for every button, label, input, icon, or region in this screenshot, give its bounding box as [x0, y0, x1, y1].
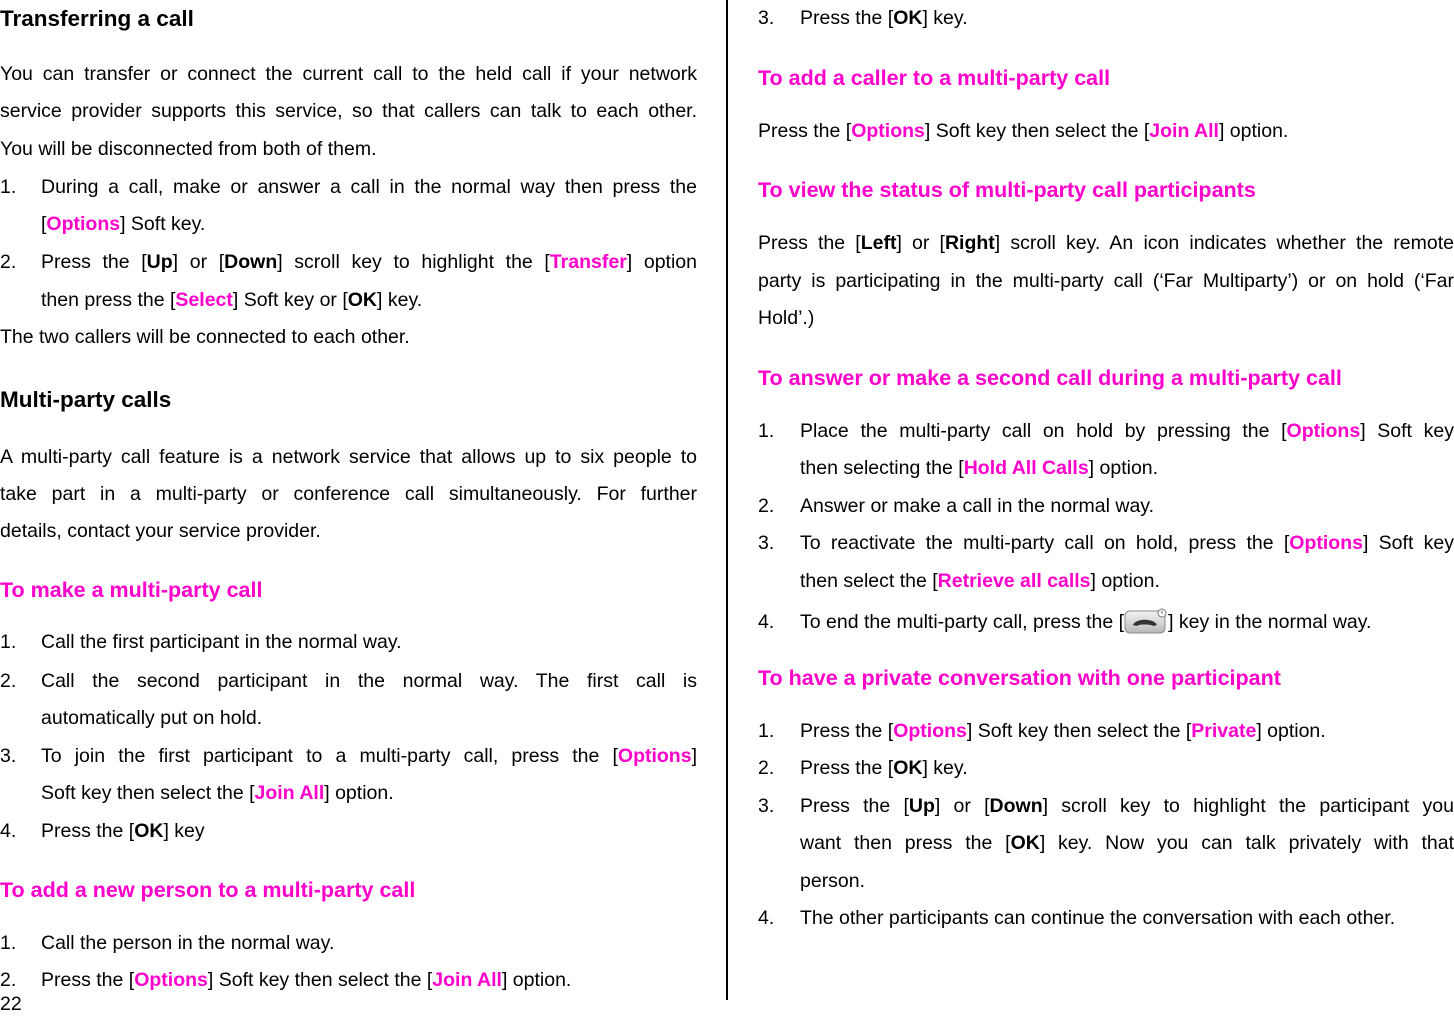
list-text [800, 2, 1454, 34]
section-title-multiparty: Multi-party calls [0, 387, 172, 412]
transfer-outro: The two callers will be connected to each other. [0, 326, 410, 348]
text: ] option. [501, 969, 572, 991]
keyword-join-all: Join All [254, 782, 325, 804]
list-number: 2. [0, 969, 17, 991]
list-text: Call the second participant in the normal way. The first call is [41, 670, 697, 692]
text: To end the multi-party call, press the [ [800, 611, 1125, 633]
text: ] [691, 745, 697, 767]
keyword-options: Options [134, 969, 208, 991]
text: ] option. [1256, 720, 1326, 742]
text: then press the [ [41, 289, 176, 311]
text: ] option. [1088, 457, 1159, 479]
list-text: person. [800, 870, 866, 892]
list-item [0, 246, 697, 278]
text: ] scroll key to highlight the participant you [1042, 795, 1454, 817]
heading-add-caller: To add a caller to a multi-party call [758, 66, 1111, 90]
text: Press the [ [758, 232, 861, 254]
keyword-options: Options [1289, 532, 1363, 554]
end-call-key-icon [1124, 608, 1168, 634]
text: Press the [ [800, 795, 909, 817]
list-text [41, 284, 697, 316]
list-number: 4. [758, 611, 775, 633]
status-text-line: Hold’.) [758, 307, 815, 329]
transfer-intro-line: You will be disconnected from both of them. [0, 138, 377, 160]
text: ] key. Now you can talk privately with that [1039, 832, 1454, 854]
keyword-options: Options [893, 720, 967, 742]
text: To join the first participant to a multi-party call, press the [ [41, 745, 618, 767]
keyword-retrieve-all-calls: Retrieve all calls [937, 570, 1091, 592]
list-item [0, 927, 697, 959]
key-down: Down [989, 795, 1043, 817]
list-text: automatically put on hold. [41, 707, 263, 729]
list-item [0, 626, 697, 658]
list-text [800, 827, 1454, 859]
list-number: 2. [0, 251, 17, 273]
key-down: Down [224, 251, 278, 273]
list-item [758, 606, 1454, 638]
list-item-cont [758, 452, 1454, 484]
text: ] option. [1090, 570, 1160, 592]
list-text [800, 790, 1454, 822]
list-text [800, 565, 1454, 597]
key-right: Right [944, 232, 995, 254]
text: ] key. [377, 289, 423, 311]
keyword-options: Options [1286, 420, 1361, 442]
text: then select the [ [800, 570, 938, 592]
text: ] Soft key or [ [232, 289, 348, 311]
list-item [0, 815, 697, 847]
keyword-options: Options [851, 120, 925, 142]
text: ] Soft key then select the [ [924, 120, 1150, 142]
list-number: 1. [758, 420, 775, 442]
list-text: Call the first participant in the normal way. [41, 631, 402, 653]
text: ] or [ [934, 795, 990, 817]
multi-intro-line: take part in a multi-party or conference call simultaneously. For further [0, 483, 697, 505]
text: ] option. [1218, 120, 1289, 142]
heading-make-multiparty: To make a multi-party call [0, 578, 263, 602]
transfer-intro-line: You can transfer or connect the current call to the held call if your network [0, 63, 697, 85]
list-text: During a call, make or answer a call in the normal way then press the [41, 176, 697, 198]
text: Press the [ [800, 7, 894, 29]
text: Press the [ [800, 757, 894, 779]
text: ] or [ [172, 251, 225, 273]
list-item [758, 415, 1454, 447]
text: ] or [ [896, 232, 945, 254]
text: ] key in the normal way. [1168, 611, 1372, 633]
text: ] option. [324, 782, 394, 804]
text: ] Soft key [1360, 420, 1454, 442]
keyword-select: Select [175, 289, 233, 311]
keyword-transfer: Transfer [549, 251, 627, 273]
key-left: Left [860, 232, 897, 254]
heading-add-person: To add a new person to a multi-party call [0, 878, 416, 902]
list-item [758, 715, 1454, 747]
list-item [0, 665, 697, 697]
list-text [800, 527, 1454, 559]
list-number: 3. [0, 745, 17, 767]
text: then selecting the [ [800, 457, 964, 479]
key-ok: OK [347, 289, 378, 311]
list-text [41, 777, 697, 809]
list-number: 2. [758, 495, 775, 517]
column-divider [726, 0, 728, 1000]
list-item [758, 490, 1454, 522]
list-item-cont [758, 827, 1454, 859]
list-item [0, 740, 697, 772]
list-item [758, 902, 1454, 934]
list-number: 2. [0, 670, 17, 692]
keyword-options: Options [46, 213, 121, 235]
heading-private-conversation: To have a private conversation with one participant [758, 666, 1281, 690]
text: ] scroll key. An icon indicates whether the remote [994, 232, 1454, 254]
keyword-private: Private [1191, 720, 1257, 742]
add-caller-text [758, 115, 1454, 147]
key-ok: OK [1010, 832, 1040, 854]
list-item [0, 171, 697, 203]
list-text [800, 452, 1454, 484]
list-number: 1. [0, 631, 17, 653]
multi-intro-line: A multi-party call feature is a network service that allows up to six people to [0, 446, 697, 468]
list-number: 4. [0, 820, 17, 842]
list-item [758, 752, 1454, 784]
heading-view-status: To view the status of multi-party call participants [758, 178, 1256, 202]
list-item [758, 527, 1454, 559]
key-ok: OK [134, 820, 164, 842]
list-number: 4. [758, 907, 775, 929]
text: ] key [163, 820, 205, 842]
list-item [758, 790, 1454, 822]
list-number: 1. [0, 176, 17, 198]
keyword-join-all: Join All [432, 969, 502, 991]
list-text: Answer or make a call in the normal way. [800, 495, 1155, 517]
list-number: 3. [758, 532, 775, 554]
list-item-cont [0, 208, 697, 240]
text: Place the multi-party call on hold by pressing the [ [800, 420, 1287, 442]
text: Soft key then select the [ [41, 782, 255, 804]
text: want then press the [ [800, 832, 1011, 854]
text: Press the [ [758, 120, 852, 142]
list-item-cont [0, 702, 697, 734]
list-number: 3. [758, 7, 775, 29]
list-number: 2. [758, 757, 775, 779]
list-item [758, 2, 1454, 34]
list-item-cont [758, 565, 1454, 597]
text: To reactivate the multi-party call on hold, press the [ [800, 532, 1290, 554]
list-item [0, 964, 697, 996]
text: ] Soft key [1362, 532, 1454, 554]
list-number: 1. [0, 932, 17, 954]
list-text [800, 752, 1454, 784]
list-text: Call the person in the normal way. [41, 932, 335, 954]
text: Press the [ [41, 969, 135, 991]
list-text [41, 815, 697, 847]
text: ] scroll key to highlight the [ [277, 251, 550, 273]
keyword-join-all: Join All [1149, 120, 1219, 142]
text: Press the [ [41, 251, 147, 273]
page-number: 22 [0, 993, 22, 1015]
list-item-cont [0, 777, 697, 809]
text: ] key. [922, 757, 968, 779]
list-item-cont [758, 865, 1454, 897]
list-text [800, 415, 1454, 447]
list-number: 1. [758, 720, 775, 742]
section-title-transferring: Transferring a call [0, 6, 194, 31]
transfer-intro-line: service provider supports this service, so that callers can talk to each other. [0, 100, 697, 122]
heading-second-call: To answer or make a second call during a multi-party call [758, 366, 1342, 390]
text: Press the [ [800, 720, 894, 742]
list-number: 3. [758, 795, 775, 817]
list-text: The other participants can continue the conversation with each other. [800, 907, 1396, 929]
list-item-cont [0, 284, 697, 316]
status-text-line: party is participating in the multi-party call (‘Far Multiparty’) or on hold (‘Far [758, 270, 1454, 292]
text: ] option [626, 251, 697, 273]
list-text [800, 606, 1454, 638]
text: ] Soft key then select the [ [207, 969, 433, 991]
keyword-options: Options [617, 745, 692, 767]
text: [ [41, 213, 47, 235]
key-up: Up [146, 251, 173, 273]
text: ] Soft key. [120, 213, 206, 235]
key-ok: OK [893, 757, 923, 779]
list-text [41, 964, 697, 996]
status-text-line [758, 227, 1454, 259]
multi-intro-line: details, contact your service provider. [0, 520, 321, 542]
text: ] Soft key then select the [ [966, 720, 1192, 742]
list-text [41, 246, 697, 278]
text: Press the [ [41, 820, 135, 842]
list-text [800, 715, 1454, 747]
list-text [41, 208, 697, 240]
key-ok: OK [893, 7, 923, 29]
text: ] key. [922, 7, 968, 29]
list-text [41, 740, 697, 772]
key-up: Up [908, 795, 935, 817]
keyword-hold-all-calls: Hold All Calls [963, 457, 1089, 479]
